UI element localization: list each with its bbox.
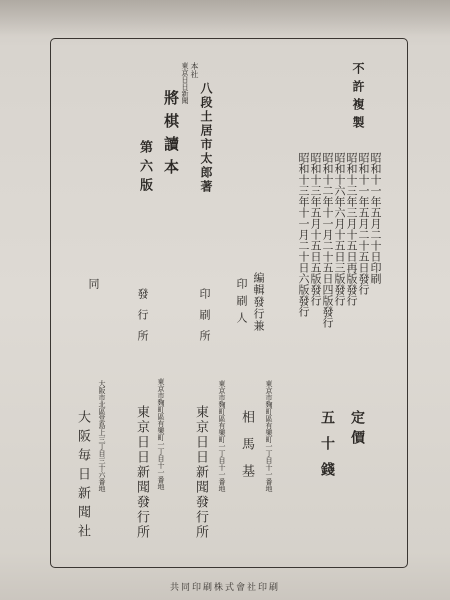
edition: 第六版 xyxy=(137,140,152,197)
print-shop-label: 印刷所 xyxy=(198,288,211,351)
issuer-label: 發行所 xyxy=(136,288,149,351)
rights-notice: 不許複製 xyxy=(351,62,365,134)
print-name: 東京日日新聞發行所 xyxy=(193,405,208,540)
print-address: 東京市麴町區有樂町一丁目十一番地 xyxy=(218,380,226,492)
date-line-7: 昭和十三年十一月二十日六版發行 xyxy=(297,152,310,317)
date-line-2: 昭和十一年五月二十五日發行 xyxy=(357,152,370,295)
book-title: 將棋讀本 xyxy=(162,90,180,182)
editor-address: 東京市麴町區有樂町一丁目十一番地 xyxy=(265,380,273,492)
author-line: 八段土居市太郎著 xyxy=(199,82,213,194)
issue-name: 東京日日新聞發行所 xyxy=(134,405,149,540)
price-value: 五十錢 xyxy=(319,410,335,488)
osaka-address: 大阪市北區堂島上三丁目三十六番地 xyxy=(98,380,106,492)
publisher-note-bottom: 東京日日新聞 xyxy=(181,62,189,104)
date-line-4: 昭和十六年六月十五日三版發行 xyxy=(333,152,346,306)
same-label: 同 xyxy=(87,278,100,289)
osaka-name: 大阪毎日新聞社 xyxy=(75,410,90,543)
date-line-6: 昭和十三年五月十五日五版發行 xyxy=(309,152,322,306)
date-line-1: 昭和十一年五月二十日印刷 xyxy=(369,152,382,284)
printer-label: 印刷人 xyxy=(235,278,248,329)
date-line-5: 昭和十二年十一月二十五日四版發行 xyxy=(321,152,334,328)
price-label: 定價 xyxy=(349,410,365,450)
date-line-3: 昭和十三年三月十五日再版發行 xyxy=(345,152,358,306)
top-shadow xyxy=(0,0,450,36)
issue-address: 東京市麴町區有樂町一丁目十一番地 xyxy=(157,378,165,490)
publisher-note-top: 本社 xyxy=(190,62,199,78)
printer-caption: 共同印刷株式會社印刷 xyxy=(169,583,280,593)
editor-name: 相馬基 xyxy=(239,410,254,491)
editor-label: 編輯發行兼 xyxy=(252,272,265,332)
